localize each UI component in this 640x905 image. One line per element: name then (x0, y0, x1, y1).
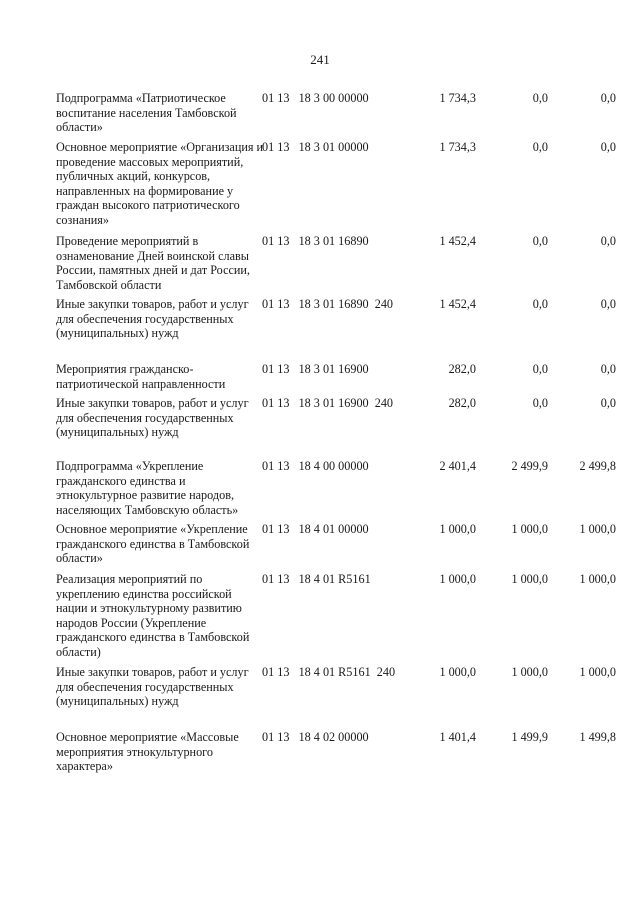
row-description: Основное мероприятие «Массовые мероприятия этнокультурного характера» (56, 730, 239, 774)
row-value-2: 0,0 (532, 234, 548, 248)
row-description: Подпрограмма «Патриотическое воспитание населения Тамбовской области» (56, 91, 237, 135)
row-value-3: 1 000,0 (579, 572, 616, 586)
row-value-2: 0,0 (532, 362, 548, 376)
row-value-3: 0,0 (600, 396, 616, 410)
row-description: Мероприятия гражданско-патриотической направленности (56, 362, 226, 391)
row-codes: 01 13 18 4 01 R5161 (262, 572, 371, 586)
row-description: Основное мероприятие «Укрепление гражданского единства в Тамбовской области» (56, 522, 250, 566)
row-codes: 01 13 18 4 00 00000 (262, 459, 369, 473)
row-codes: 01 13 18 3 01 16900 240 (262, 396, 394, 410)
row-value-1: 1 452,4 (439, 297, 476, 311)
row-description: Проведение мероприятий в ознаменование Дней воинской славы России, памятных дней и дат России, Тамбовской области (56, 234, 250, 292)
row-value-3: 1 000,0 (579, 665, 616, 679)
row-value-2: 1 000,0 (511, 665, 548, 679)
row-value-2: 1 000,0 (511, 522, 548, 536)
row-codes: 01 13 18 4 02 00000 (262, 730, 369, 744)
row-value-1: 1 000,0 (439, 665, 476, 679)
row-value-1: 282,0 (448, 362, 476, 376)
row-value-1: 1 000,0 (439, 572, 476, 586)
row-value-1: 282,0 (448, 396, 476, 410)
row-value-2: 2 499,9 (511, 459, 548, 473)
row-value-2: 1 000,0 (511, 572, 548, 586)
row-value-2: 0,0 (532, 297, 548, 311)
row-value-1: 1 734,3 (439, 91, 476, 105)
row-codes: 01 13 18 3 00 00000 (262, 91, 369, 105)
row-value-1: 1 452,4 (439, 234, 476, 248)
row-codes: 01 13 18 3 01 16900 (262, 362, 369, 376)
row-codes: 01 13 18 3 01 16890 (262, 234, 369, 248)
row-value-3: 0,0 (600, 234, 616, 248)
row-codes: 01 13 18 4 01 00000 (262, 522, 369, 536)
row-codes: 01 13 18 3 01 00000 (262, 140, 369, 154)
page-number: 241 (310, 52, 330, 67)
row-description: Иные закупки товаров, работ и услуг для обеспечения государственных (муниципальных) нужд (56, 665, 249, 709)
row-value-1: 1 734,3 (439, 140, 476, 154)
row-value-3: 0,0 (600, 362, 616, 376)
row-description: Иные закупки товаров, работ и услуг для обеспечения государственных (муниципальных) нужд (56, 396, 249, 440)
row-value-3: 0,0 (600, 91, 616, 105)
row-codes: 01 13 18 3 01 16890 240 (262, 297, 394, 311)
row-value-2: 0,0 (532, 396, 548, 410)
row-value-2: 1 499,9 (511, 730, 548, 744)
row-value-3: 1 000,0 (579, 522, 616, 536)
row-description: Реализация мероприятий по укреплению единства российской нации и этнокультурному развитию народов России (Укрепление гражданского единства в Тамбовской области) (56, 572, 250, 659)
row-value-1: 1 401,4 (439, 730, 476, 744)
row-value-2: 0,0 (532, 140, 548, 154)
row-description: Основное мероприятие «Организация и проведение массовых мероприятий, публичных акций, конкурсов, направленных на формирование у граждан высокого патриотического сознания» (56, 140, 264, 227)
row-value-3: 0,0 (600, 297, 616, 311)
row-value-3: 1 499,8 (579, 730, 616, 744)
row-value-3: 2 499,8 (579, 459, 616, 473)
row-description: Подпрограмма «Укрепление гражданского единства и этнокультурное развитие народов, населяющих Тамбовскую область» (56, 459, 239, 517)
row-value-1: 2 401,4 (439, 459, 476, 473)
row-value-1: 1 000,0 (439, 522, 476, 536)
row-value-2: 0,0 (532, 91, 548, 105)
row-value-3: 0,0 (600, 140, 616, 154)
row-codes: 01 13 18 4 01 R5161 240 (262, 665, 396, 679)
row-description: Иные закупки товаров, работ и услуг для обеспечения государственных (муниципальных) нужд (56, 297, 249, 341)
